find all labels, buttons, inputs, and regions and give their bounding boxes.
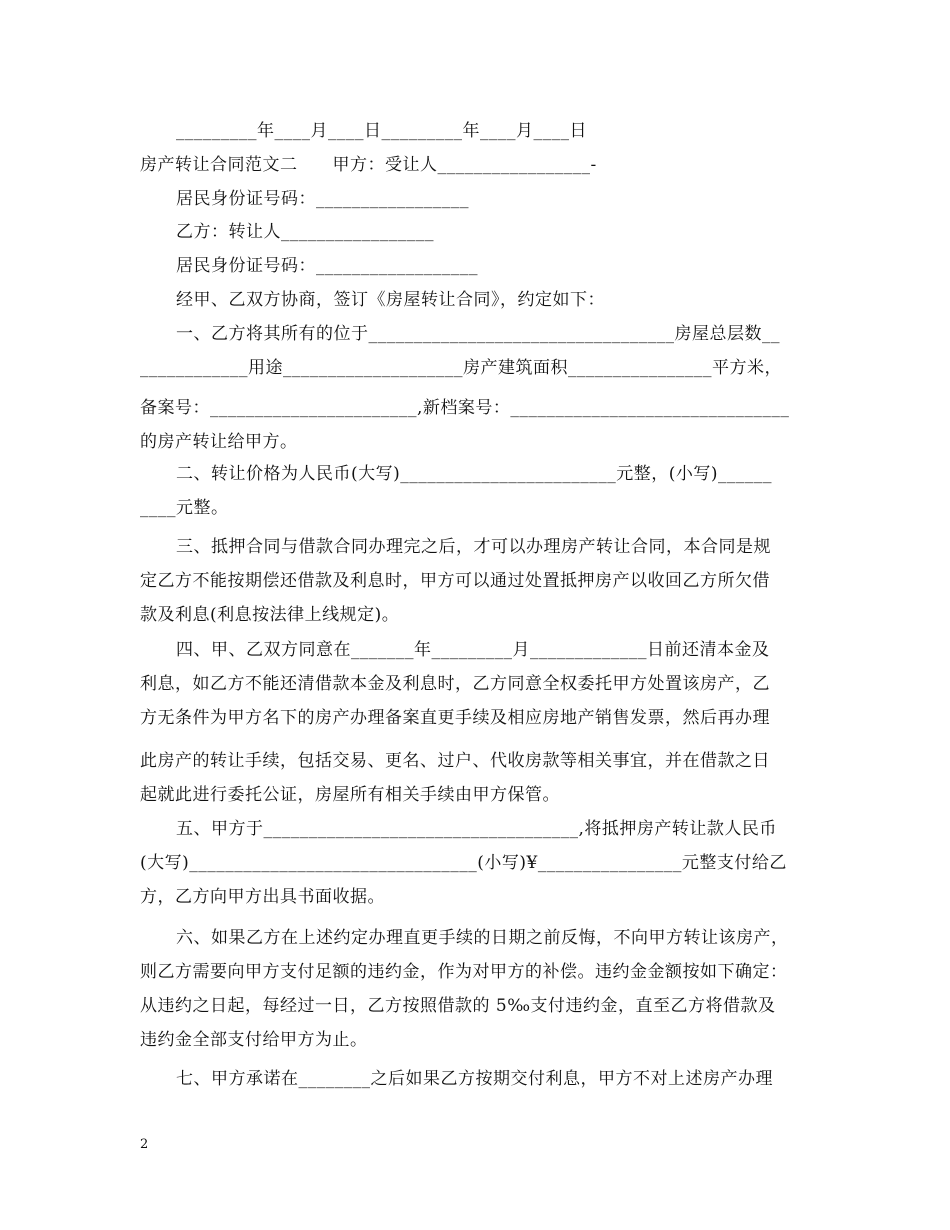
- clause-3-line-2: 定乙方不能按期偿还借款及利息时，甲方可以通过处置抵押房产以收回乙方所欠借: [140, 571, 770, 591]
- clause-2-line-1: 二、转让价格为人民币(大写)________________________元整，(小写)______: [176, 464, 773, 484]
- clause-5-line-1: 五、甲方于___________________________________,将抵押房产转让款人民币: [176, 819, 777, 839]
- title-party-a-line: 房产转让合同范文二 甲方：受让人_________________-: [140, 155, 597, 175]
- clause-5-line-3: 方，乙方向甲方出具书面收据。: [140, 887, 385, 907]
- clause-1-line-4: 的房产转让给甲方。: [140, 432, 298, 452]
- clause-4-line-3: 方无条件为甲方名下的房产办理备案直更手续及相应房地产销售发票，然后再办理: [140, 708, 770, 728]
- clause-3-line-1: 三、抵押合同与借款合同办理完之后，才可以办理房产转让合同，本合同是规: [176, 537, 771, 557]
- party-b-id-line: 居民身份证号码：__________________: [176, 256, 478, 276]
- page-number: 2: [140, 1137, 149, 1152]
- date-line: _________年____月____日_________年____月____日: [176, 121, 587, 141]
- clause-4-line-4: 此房产的转让手续，包括交易、更名、过户、代收房款等相关事宜，并在借款之日: [140, 751, 770, 771]
- clause-1-line-3: 备案号：_______________________,新档案号：_______________________________: [140, 398, 790, 418]
- party-b-line: 乙方：转让人_________________: [176, 222, 434, 242]
- clause-6-line-1: 六、如果乙方在上述约定办理直更手续的日期之前反悔，不向甲方转让该房产，: [176, 928, 789, 948]
- clause-6-line-4: 违约金全部支付给甲方为止。: [140, 1030, 368, 1050]
- clause-1-line-2: ____________用途____________________房产建筑面积________________平方米，: [140, 358, 782, 378]
- clause-3-line-3: 款及利息(利息按法律上线规定)。: [140, 605, 400, 625]
- clause-6-line-2: 则乙方需要向甲方支付足额的违约金，作为对甲方的补偿。违约金金额按如下确定：: [140, 962, 788, 982]
- party-a-id-line: 居民身份证号码：_________________: [176, 189, 469, 209]
- clause-5-line-2: (大写)________________________________(小写)¥________________元整支付给乙: [140, 853, 787, 873]
- clause-7-line-1: 七、甲方承诺在________之后如果乙方按期交付利息，甲方不对上述房产办理: [176, 1069, 773, 1089]
- clause-6-line-3: 从违约之日起，每经过一日，乙方按照借款的 5‰支付违约金，直至乙方将借款及: [140, 996, 776, 1016]
- clause-4-line-1: 四、甲、乙双方同意在_______年_________月_____________日前还清本金及: [176, 640, 770, 660]
- intro-paragraph: 经甲、乙双方协商，签订《房屋转让合同》，约定如下：: [176, 290, 605, 310]
- clause-2-line-2: ____元整。: [140, 498, 229, 518]
- clause-1-line-1: 一、乙方将其所有的位于__________________________________房屋总层数__: [176, 324, 780, 344]
- clause-4-line-2: 利息，如乙方不能还清借款本金及利息时，乙方同意全权委托甲方处置该房产，乙: [140, 674, 770, 694]
- clause-4-line-5: 起就此进行委托公证，房屋所有相关手续由甲方保管。: [140, 785, 560, 805]
